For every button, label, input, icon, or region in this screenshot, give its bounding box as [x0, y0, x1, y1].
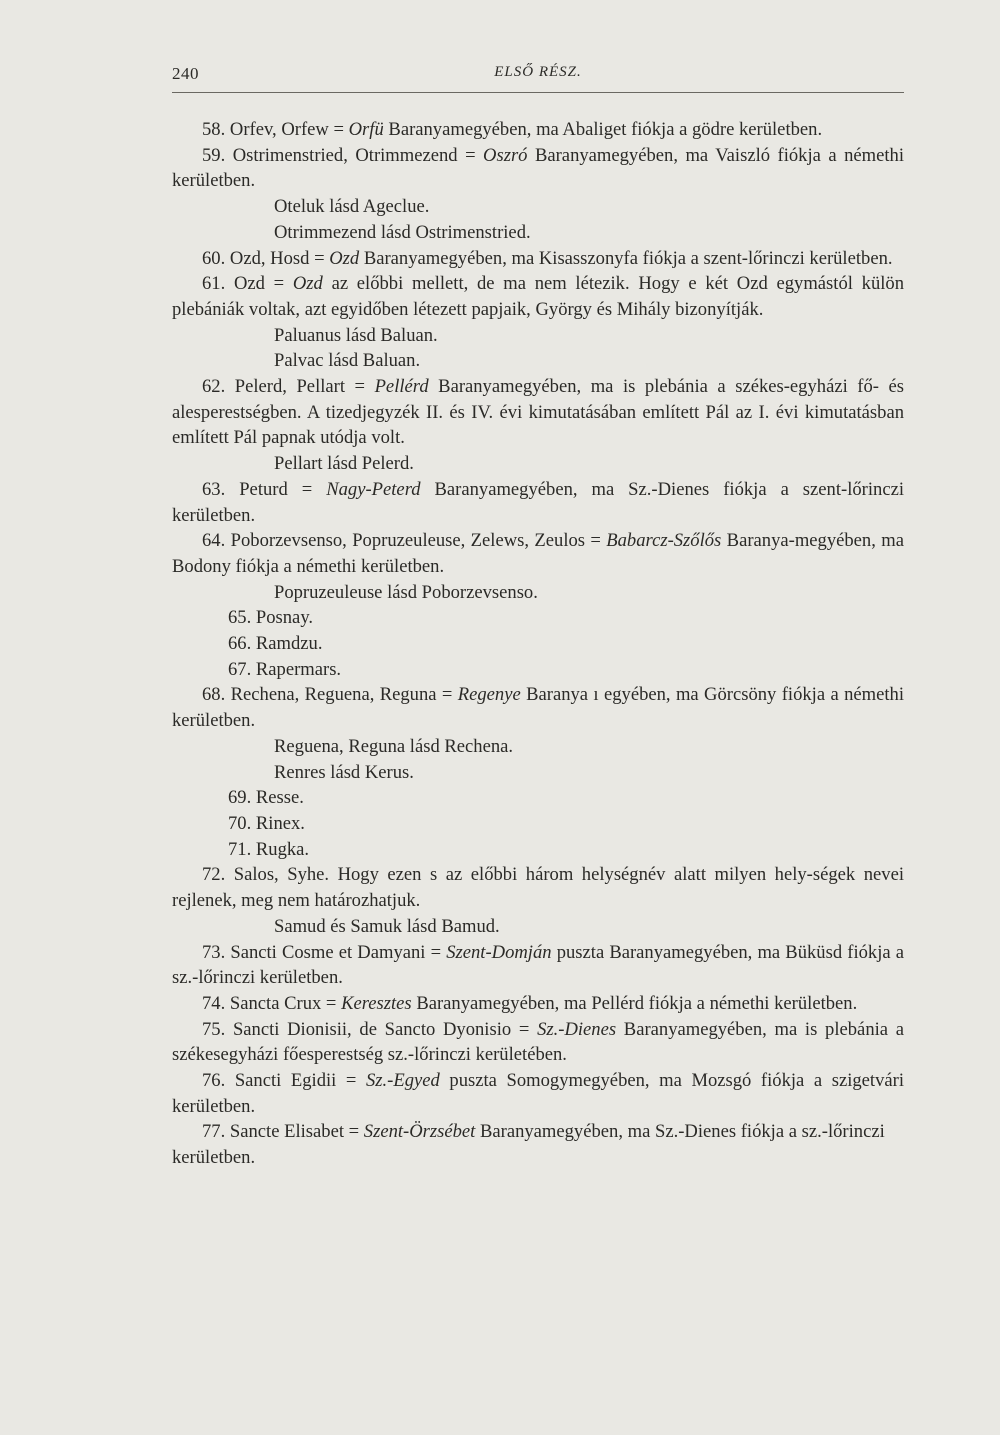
entry-text: 68. Rechena, Reguena, Reguna =: [202, 684, 458, 706]
entry-text: Palvac lásd Baluan.: [274, 350, 421, 372]
entry-text: Baranyamegyében, ma Pellérd fiókja a némethi kerületben.: [411, 992, 858, 1014]
entry-place-name: Szent-Örzsébet: [363, 1121, 476, 1143]
running-head: ELSŐ RÉSZ.: [494, 64, 582, 80]
entry-place-name: Babarcz-Szőlős: [606, 530, 722, 552]
entry-place-name: Nagy-Peterd: [326, 478, 421, 500]
entry-place-name: Pellérd: [374, 376, 429, 398]
index-entry: [172, 940, 904, 991]
entry-text: Baranyamegyében, ma is plebánia a székes-egyházi fő- és alesperestségben. A tizedjegyzék II. és IV. évi kimutatásában említett Pál az I. évi kimutatásban említett Pál papnak utódja volt.: [172, 376, 904, 449]
index-entry: [172, 477, 904, 528]
entry-text: 77. Sancte Elisabet =: [202, 1121, 364, 1143]
entry-text: 67. Rapermars.: [228, 658, 342, 680]
index-entry: [172, 143, 904, 194]
entry-text: Baranyamegyében, ma Kisasszonyfa fiókja a szent-lőrinczi kerületben.: [359, 247, 893, 269]
entry-text: 65. Posnay.: [228, 607, 314, 629]
index-entry: [172, 991, 904, 1017]
index-entry: [172, 1068, 904, 1119]
entry-text: Baranya ı egyében, ma Görcsöny fiókja a némethi kerületben.: [172, 684, 904, 732]
entry-text: Renres lásd Kerus.: [274, 761, 414, 783]
entry-text: 69. Resse.: [228, 787, 304, 809]
entry-place-name: Oszró: [483, 144, 528, 166]
page-number: 240: [172, 64, 199, 83]
cross-reference: [172, 734, 904, 760]
index-entry: [172, 785, 904, 811]
index-entry: [172, 117, 904, 143]
entry-text: 66. Ramdzu.: [228, 633, 323, 655]
index-entry: [172, 682, 904, 733]
entry-place-name: Orfü: [348, 119, 384, 140]
entry-text: 72. Salos, Syhe. Hogy ezen s az előbbi három helységnév alatt milyen hely-ségek nevei rejlenek, meg nem határozhatjuk.: [172, 864, 904, 912]
entry-text: 74. Sancta Crux =: [202, 992, 342, 1014]
entry-place-name: Ozd: [329, 247, 360, 269]
entry-text: 63. Peturd =: [202, 478, 327, 500]
entry-text: Popruzeuleuse lásd Poborzevsenso.: [274, 581, 538, 603]
entry-text: 70. Rinex.: [228, 812, 305, 834]
page-header: [172, 64, 904, 94]
index-entry: [172, 271, 904, 322]
cross-reference: [172, 348, 904, 374]
index-entry: [172, 1119, 904, 1170]
index-entry: [172, 657, 904, 683]
entry-text: puszta Somogymegyében, ma Mozsgó fiókja a szigetvári kerületben.: [172, 1070, 905, 1117]
entry-text: 59. Ostrimenstried, Otrimmezend =: [202, 144, 484, 166]
index-entry: [172, 1017, 904, 1068]
entry-text: Baranyamegyében, ma Abaliget fiókja a gödre kerületben.: [383, 119, 823, 140]
cross-reference: [172, 323, 904, 349]
entry-text: 71. Rugka.: [228, 838, 310, 860]
index-entry: [172, 862, 904, 913]
entry-text: 75. Sancti Dionisii, de Sancto Dyonisio =: [202, 1018, 538, 1040]
entry-text: 64. Poborzevsenso, Popruzeuleuse, Zelews, Zeulos =: [202, 530, 607, 552]
index-entry: [172, 811, 904, 837]
cross-reference: [172, 914, 904, 940]
entry-text: Paluanus lásd Baluan.: [274, 324, 438, 346]
entry-text: 61. Ozd =: [202, 273, 293, 295]
entry-text: 73. Sancti Cosme et Damyani =: [202, 941, 447, 963]
entry-text: Otrimmezend lásd Ostrimenstried.: [274, 221, 531, 243]
index-entry: [172, 246, 904, 272]
entry-text: Reguena, Reguna lásd Rechena.: [274, 735, 514, 757]
entry-text: 62. Pelerd, Pellart =: [202, 376, 375, 398]
index-entry: [172, 374, 904, 451]
entry-place-name: Keresztes: [341, 992, 412, 1014]
entry-place-name: Regenye: [457, 684, 521, 706]
entry-text: Baranyamegyében, ma Vaiszló fiókja a némethi kerületben.: [172, 144, 904, 192]
entry-place-name: Ozd: [292, 273, 323, 295]
entry-text: 76. Sancti Egidii =: [202, 1070, 366, 1092]
entry-text: 60. Ozd, Hosd =: [202, 247, 330, 269]
entry-text: Oteluk lásd Ageclue.: [274, 196, 430, 218]
entry-text: Baranya-megyében, ma Bodony fiókja a némethi kerületben.: [172, 530, 904, 577]
index-entry: [172, 605, 904, 631]
entry-text: Pellart lásd Pelerd.: [274, 453, 414, 475]
entry-place-name: Sz.-Dienes: [537, 1018, 617, 1040]
cross-reference: [172, 451, 904, 477]
entry-text: az előbbi mellett, de ma nem létezik. Hogy e két Ozd egymástól külön plebániák voltak, azt egyidőben létezett papjaik, György és Mihály bizonyítják.: [172, 273, 904, 320]
entry-text: puszta Baranyamegyében, ma Büküsd fiókja a sz.-lőrinczi kerületben.: [172, 941, 904, 989]
entry-text: Baranyamegyében, ma is plebánia a székesegyházi főesperestség sz.-lőrinczi kerületében.: [172, 1018, 904, 1066]
entry-text: Samud és Samuk lásd Bamud.: [274, 915, 500, 937]
entry-place-name: Szent-Domján: [446, 941, 552, 963]
entry-place-name: Sz.-Egyed: [366, 1070, 440, 1092]
entry-text: 58. Orfev, Orfew =: [202, 119, 349, 140]
index-entry: [172, 631, 904, 657]
index-entry: [172, 528, 904, 579]
index-entry: [172, 837, 904, 863]
header-rule: [172, 92, 904, 93]
entry-text: Baranyamegyében, ma Sz.-Dienes fiókja a szent-lőrinczi kerületben.: [172, 478, 904, 526]
cross-reference: [172, 220, 904, 246]
cross-reference: [172, 580, 904, 606]
cross-reference: [172, 194, 904, 220]
page-body: [172, 117, 904, 1171]
entry-text: Baranyamegyében, ma Sz.-Dienes fiókja a sz.-lőrinczi kerületben.: [172, 1121, 885, 1169]
cross-reference: [172, 760, 904, 786]
